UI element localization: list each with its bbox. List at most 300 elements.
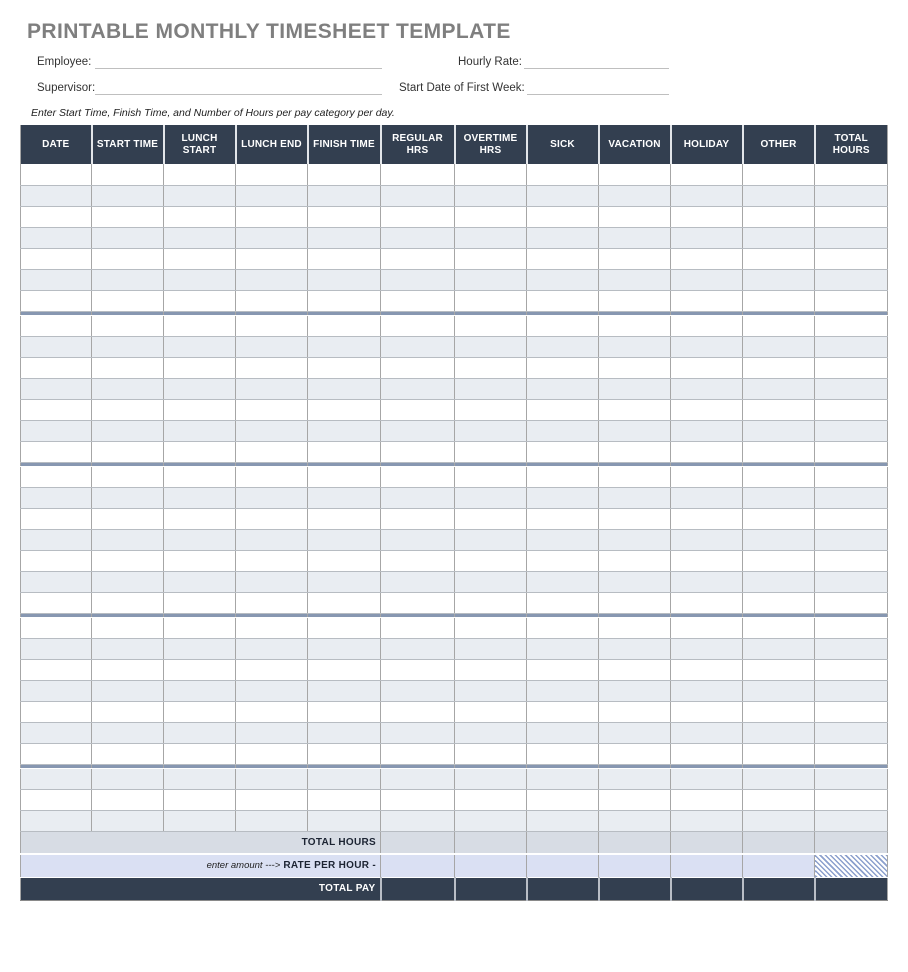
timesheet-cell[interactable]	[92, 357, 164, 378]
timesheet-cell[interactable]	[815, 571, 888, 592]
rate-cell[interactable]	[527, 854, 599, 877]
timesheet-cell[interactable]	[92, 680, 164, 701]
timesheet-cell[interactable]	[308, 185, 381, 206]
timesheet-cell[interactable]	[455, 487, 527, 508]
timesheet-cell[interactable]	[815, 248, 888, 269]
timesheet-cell[interactable]	[455, 592, 527, 613]
timesheet-cell[interactable]	[527, 399, 599, 420]
timesheet-cell[interactable]	[743, 508, 815, 529]
timesheet-cell[interactable]	[743, 529, 815, 550]
timesheet-cell[interactable]	[308, 768, 381, 789]
total-hours-cell[interactable]	[527, 831, 599, 854]
timesheet-cell[interactable]	[527, 571, 599, 592]
timesheet-cell[interactable]	[527, 722, 599, 743]
timesheet-cell[interactable]	[164, 164, 236, 185]
timesheet-cell[interactable]	[92, 768, 164, 789]
timesheet-cell[interactable]	[527, 789, 599, 810]
timesheet-cell[interactable]	[455, 466, 527, 487]
timesheet-cell[interactable]	[164, 269, 236, 290]
timesheet-cell[interactable]	[381, 378, 455, 399]
timesheet-cell[interactable]	[527, 701, 599, 722]
timesheet-cell[interactable]	[671, 315, 743, 336]
timesheet-cell[interactable]	[599, 336, 671, 357]
timesheet-cell[interactable]	[236, 315, 308, 336]
timesheet-cell[interactable]	[527, 638, 599, 659]
timesheet-cell[interactable]	[92, 638, 164, 659]
timesheet-cell[interactable]	[599, 638, 671, 659]
timesheet-cell[interactable]	[381, 290, 455, 311]
timesheet-cell[interactable]	[527, 508, 599, 529]
timesheet-cell[interactable]	[164, 206, 236, 227]
timesheet-cell[interactable]	[236, 659, 308, 680]
timesheet-cell[interactable]	[236, 638, 308, 659]
timesheet-cell[interactable]	[599, 420, 671, 441]
timesheet-cell[interactable]	[92, 722, 164, 743]
timesheet-cell[interactable]	[308, 659, 381, 680]
timesheet-cell[interactable]	[236, 592, 308, 613]
timesheet-cell[interactable]	[743, 550, 815, 571]
timesheet-cell[interactable]	[92, 701, 164, 722]
timesheet-cell[interactable]	[236, 206, 308, 227]
timesheet-cell[interactable]	[743, 290, 815, 311]
timesheet-cell[interactable]	[527, 185, 599, 206]
timesheet-cell[interactable]	[815, 315, 888, 336]
timesheet-cell[interactable]	[236, 466, 308, 487]
timesheet-cell[interactable]	[381, 701, 455, 722]
timesheet-cell[interactable]	[21, 164, 92, 185]
timesheet-cell[interactable]	[164, 466, 236, 487]
timesheet-cell[interactable]	[381, 508, 455, 529]
timesheet-cell[interactable]	[164, 617, 236, 638]
timesheet-cell[interactable]	[743, 680, 815, 701]
timesheet-cell[interactable]	[308, 617, 381, 638]
timesheet-cell[interactable]	[815, 743, 888, 764]
timesheet-cell[interactable]	[455, 441, 527, 462]
rate-cell[interactable]	[381, 854, 455, 877]
timesheet-cell[interactable]	[381, 592, 455, 613]
timesheet-cell[interactable]	[743, 248, 815, 269]
timesheet-cell[interactable]	[21, 378, 92, 399]
timesheet-cell[interactable]	[743, 441, 815, 462]
timesheet-cell[interactable]	[308, 357, 381, 378]
timesheet-cell[interactable]	[381, 441, 455, 462]
timesheet-cell[interactable]	[308, 290, 381, 311]
timesheet-cell[interactable]	[308, 743, 381, 764]
timesheet-cell[interactable]	[599, 466, 671, 487]
timesheet-cell[interactable]	[599, 571, 671, 592]
timesheet-cell[interactable]	[599, 185, 671, 206]
rate-cell[interactable]	[743, 854, 815, 877]
timesheet-cell[interactable]	[381, 810, 455, 831]
timesheet-cell[interactable]	[164, 659, 236, 680]
timesheet-cell[interactable]	[236, 164, 308, 185]
timesheet-cell[interactable]	[815, 441, 888, 462]
timesheet-cell[interactable]	[236, 378, 308, 399]
timesheet-cell[interactable]	[455, 789, 527, 810]
timesheet-cell[interactable]	[21, 810, 92, 831]
timesheet-cell[interactable]	[599, 529, 671, 550]
timesheet-cell[interactable]	[815, 290, 888, 311]
timesheet-cell[interactable]	[236, 420, 308, 441]
timesheet-cell[interactable]	[527, 315, 599, 336]
timesheet-cell[interactable]	[92, 550, 164, 571]
timesheet-cell[interactable]	[92, 227, 164, 248]
timesheet-cell[interactable]	[815, 508, 888, 529]
timesheet-cell[interactable]	[455, 638, 527, 659]
timesheet-cell[interactable]	[671, 529, 743, 550]
timesheet-cell[interactable]	[671, 680, 743, 701]
employee-field[interactable]	[95, 56, 382, 69]
timesheet-cell[interactable]	[164, 722, 236, 743]
timesheet-cell[interactable]	[455, 659, 527, 680]
timesheet-cell[interactable]	[164, 357, 236, 378]
timesheet-cell[interactable]	[743, 789, 815, 810]
timesheet-cell[interactable]	[92, 810, 164, 831]
timesheet-cell[interactable]	[164, 810, 236, 831]
timesheet-cell[interactable]	[92, 508, 164, 529]
timesheet-cell[interactable]	[599, 680, 671, 701]
timesheet-cell[interactable]	[21, 399, 92, 420]
timesheet-cell[interactable]	[815, 659, 888, 680]
timesheet-cell[interactable]	[164, 743, 236, 764]
timesheet-cell[interactable]	[455, 185, 527, 206]
timesheet-cell[interactable]	[92, 248, 164, 269]
timesheet-cell[interactable]	[527, 290, 599, 311]
rate-cell[interactable]	[455, 854, 527, 877]
timesheet-cell[interactable]	[236, 290, 308, 311]
timesheet-cell[interactable]	[527, 378, 599, 399]
timesheet-cell[interactable]	[671, 378, 743, 399]
timesheet-cell[interactable]	[455, 550, 527, 571]
timesheet-cell[interactable]	[92, 315, 164, 336]
timesheet-cell[interactable]	[671, 768, 743, 789]
timesheet-cell[interactable]	[236, 529, 308, 550]
timesheet-cell[interactable]	[527, 248, 599, 269]
timesheet-cell[interactable]	[308, 399, 381, 420]
timesheet-cell[interactable]	[308, 810, 381, 831]
timesheet-cell[interactable]	[671, 592, 743, 613]
timesheet-cell[interactable]	[92, 378, 164, 399]
timesheet-cell[interactable]	[527, 592, 599, 613]
timesheet-cell[interactable]	[527, 269, 599, 290]
timesheet-cell[interactable]	[455, 571, 527, 592]
timesheet-cell[interactable]	[743, 269, 815, 290]
timesheet-cell[interactable]	[599, 227, 671, 248]
timesheet-cell[interactable]	[92, 399, 164, 420]
timesheet-cell[interactable]	[236, 399, 308, 420]
timesheet-cell[interactable]	[743, 659, 815, 680]
timesheet-cell[interactable]	[308, 248, 381, 269]
timesheet-cell[interactable]	[308, 466, 381, 487]
timesheet-cell[interactable]	[671, 248, 743, 269]
start-date-field[interactable]	[527, 82, 669, 95]
timesheet-cell[interactable]	[308, 336, 381, 357]
timesheet-cell[interactable]	[381, 164, 455, 185]
timesheet-cell[interactable]	[92, 487, 164, 508]
timesheet-cell[interactable]	[381, 789, 455, 810]
timesheet-cell[interactable]	[308, 789, 381, 810]
total-hours-cell[interactable]	[381, 831, 455, 854]
timesheet-cell[interactable]	[164, 680, 236, 701]
timesheet-cell[interactable]	[815, 269, 888, 290]
timesheet-cell[interactable]	[164, 399, 236, 420]
timesheet-cell[interactable]	[308, 701, 381, 722]
timesheet-cell[interactable]	[164, 529, 236, 550]
hourly-rate-field[interactable]	[524, 56, 669, 69]
timesheet-cell[interactable]	[743, 185, 815, 206]
timesheet-cell[interactable]	[743, 315, 815, 336]
timesheet-cell[interactable]	[743, 466, 815, 487]
timesheet-cell[interactable]	[815, 357, 888, 378]
timesheet-cell[interactable]	[92, 617, 164, 638]
timesheet-cell[interactable]	[815, 550, 888, 571]
timesheet-cell[interactable]	[743, 810, 815, 831]
timesheet-cell[interactable]	[671, 638, 743, 659]
timesheet-cell[interactable]	[599, 659, 671, 680]
timesheet-cell[interactable]	[599, 248, 671, 269]
timesheet-cell[interactable]	[671, 290, 743, 311]
timesheet-cell[interactable]	[21, 227, 92, 248]
timesheet-cell[interactable]	[21, 722, 92, 743]
timesheet-cell[interactable]	[381, 420, 455, 441]
timesheet-cell[interactable]	[21, 701, 92, 722]
timesheet-cell[interactable]	[164, 336, 236, 357]
total-hours-cell[interactable]	[455, 831, 527, 854]
timesheet-cell[interactable]	[815, 336, 888, 357]
timesheet-cell[interactable]	[455, 420, 527, 441]
timesheet-cell[interactable]	[599, 617, 671, 638]
timesheet-cell[interactable]	[21, 592, 92, 613]
timesheet-cell[interactable]	[671, 441, 743, 462]
timesheet-cell[interactable]	[381, 269, 455, 290]
timesheet-cell[interactable]	[815, 399, 888, 420]
timesheet-cell[interactable]	[92, 185, 164, 206]
timesheet-cell[interactable]	[671, 701, 743, 722]
timesheet-cell[interactable]	[236, 185, 308, 206]
timesheet-cell[interactable]	[455, 227, 527, 248]
timesheet-cell[interactable]	[164, 378, 236, 399]
timesheet-cell[interactable]	[815, 768, 888, 789]
timesheet-cell[interactable]	[455, 508, 527, 529]
timesheet-cell[interactable]	[743, 164, 815, 185]
total-hours-cell[interactable]	[599, 831, 671, 854]
timesheet-cell[interactable]	[92, 336, 164, 357]
timesheet-cell[interactable]	[599, 810, 671, 831]
timesheet-cell[interactable]	[381, 206, 455, 227]
timesheet-cell[interactable]	[671, 269, 743, 290]
total-hours-cell[interactable]	[671, 831, 743, 854]
timesheet-cell[interactable]	[164, 420, 236, 441]
timesheet-cell[interactable]	[743, 420, 815, 441]
timesheet-cell[interactable]	[599, 269, 671, 290]
timesheet-cell[interactable]	[599, 722, 671, 743]
timesheet-cell[interactable]	[743, 592, 815, 613]
timesheet-cell[interactable]	[381, 466, 455, 487]
timesheet-cell[interactable]	[527, 768, 599, 789]
timesheet-cell[interactable]	[164, 592, 236, 613]
timesheet-cell[interactable]	[815, 789, 888, 810]
timesheet-cell[interactable]	[455, 378, 527, 399]
timesheet-cell[interactable]	[527, 227, 599, 248]
timesheet-cell[interactable]	[236, 571, 308, 592]
timesheet-cell[interactable]	[671, 508, 743, 529]
timesheet-cell[interactable]	[527, 810, 599, 831]
timesheet-cell[interactable]	[21, 441, 92, 462]
timesheet-cell[interactable]	[236, 227, 308, 248]
timesheet-cell[interactable]	[236, 269, 308, 290]
timesheet-cell[interactable]	[671, 399, 743, 420]
timesheet-cell[interactable]	[815, 487, 888, 508]
timesheet-cell[interactable]	[308, 529, 381, 550]
timesheet-cell[interactable]	[599, 743, 671, 764]
timesheet-cell[interactable]	[308, 550, 381, 571]
total-hours-cell[interactable]	[743, 831, 815, 854]
timesheet-cell[interactable]	[164, 441, 236, 462]
timesheet-cell[interactable]	[671, 810, 743, 831]
timesheet-cell[interactable]	[671, 185, 743, 206]
timesheet-cell[interactable]	[308, 508, 381, 529]
timesheet-cell[interactable]	[381, 638, 455, 659]
timesheet-cell[interactable]	[671, 227, 743, 248]
timesheet-cell[interactable]	[236, 336, 308, 357]
timesheet-cell[interactable]	[527, 487, 599, 508]
timesheet-cell[interactable]	[164, 701, 236, 722]
timesheet-cell[interactable]	[671, 659, 743, 680]
timesheet-cell[interactable]	[381, 487, 455, 508]
timesheet-cell[interactable]	[455, 768, 527, 789]
timesheet-cell[interactable]	[381, 659, 455, 680]
timesheet-cell[interactable]	[92, 420, 164, 441]
timesheet-cell[interactable]	[21, 571, 92, 592]
timesheet-cell[interactable]	[455, 164, 527, 185]
timesheet-cell[interactable]	[527, 336, 599, 357]
timesheet-cell[interactable]	[671, 550, 743, 571]
timesheet-cell[interactable]	[21, 315, 92, 336]
timesheet-cell[interactable]	[92, 571, 164, 592]
timesheet-cell[interactable]	[21, 743, 92, 764]
timesheet-cell[interactable]	[455, 529, 527, 550]
timesheet-cell[interactable]	[599, 592, 671, 613]
timesheet-cell[interactable]	[236, 722, 308, 743]
timesheet-cell[interactable]	[164, 571, 236, 592]
timesheet-cell[interactable]	[455, 722, 527, 743]
timesheet-cell[interactable]	[236, 487, 308, 508]
timesheet-cell[interactable]	[743, 617, 815, 638]
timesheet-cell[interactable]	[527, 529, 599, 550]
timesheet-cell[interactable]	[381, 680, 455, 701]
timesheet-cell[interactable]	[308, 487, 381, 508]
timesheet-cell[interactable]	[743, 722, 815, 743]
timesheet-cell[interactable]	[455, 680, 527, 701]
timesheet-cell[interactable]	[743, 336, 815, 357]
timesheet-cell[interactable]	[381, 227, 455, 248]
timesheet-cell[interactable]	[743, 571, 815, 592]
timesheet-cell[interactable]	[381, 357, 455, 378]
timesheet-cell[interactable]	[599, 315, 671, 336]
timesheet-cell[interactable]	[164, 227, 236, 248]
timesheet-cell[interactable]	[527, 420, 599, 441]
timesheet-cell[interactable]	[815, 592, 888, 613]
timesheet-cell[interactable]	[815, 466, 888, 487]
timesheet-cell[interactable]	[815, 810, 888, 831]
timesheet-cell[interactable]	[599, 164, 671, 185]
timesheet-cell[interactable]	[236, 810, 308, 831]
timesheet-cell[interactable]	[21, 789, 92, 810]
timesheet-cell[interactable]	[21, 659, 92, 680]
timesheet-cell[interactable]	[599, 508, 671, 529]
timesheet-cell[interactable]	[455, 810, 527, 831]
timesheet-cell[interactable]	[527, 441, 599, 462]
timesheet-cell[interactable]	[599, 290, 671, 311]
timesheet-cell[interactable]	[527, 206, 599, 227]
timesheet-cell[interactable]	[308, 722, 381, 743]
timesheet-cell[interactable]	[236, 701, 308, 722]
timesheet-cell[interactable]	[164, 487, 236, 508]
timesheet-cell[interactable]	[236, 550, 308, 571]
timesheet-cell[interactable]	[164, 550, 236, 571]
timesheet-cell[interactable]	[455, 315, 527, 336]
timesheet-cell[interactable]	[308, 227, 381, 248]
timesheet-cell[interactable]	[381, 399, 455, 420]
timesheet-cell[interactable]	[599, 768, 671, 789]
timesheet-cell[interactable]	[308, 638, 381, 659]
timesheet-cell[interactable]	[308, 441, 381, 462]
timesheet-cell[interactable]	[308, 680, 381, 701]
total-hours-grand-cell[interactable]	[815, 831, 888, 854]
timesheet-cell[interactable]	[236, 508, 308, 529]
timesheet-cell[interactable]	[164, 185, 236, 206]
timesheet-cell[interactable]	[671, 743, 743, 764]
timesheet-cell[interactable]	[164, 508, 236, 529]
timesheet-cell[interactable]	[21, 357, 92, 378]
timesheet-cell[interactable]	[743, 378, 815, 399]
timesheet-cell[interactable]	[21, 508, 92, 529]
timesheet-cell[interactable]	[381, 315, 455, 336]
supervisor-field[interactable]	[95, 82, 382, 95]
timesheet-cell[interactable]	[21, 529, 92, 550]
timesheet-cell[interactable]	[308, 164, 381, 185]
timesheet-cell[interactable]	[381, 336, 455, 357]
timesheet-cell[interactable]	[527, 466, 599, 487]
timesheet-cell[interactable]	[381, 571, 455, 592]
timesheet-cell[interactable]	[815, 701, 888, 722]
timesheet-cell[interactable]	[815, 638, 888, 659]
timesheet-cell[interactable]	[92, 269, 164, 290]
timesheet-cell[interactable]	[381, 743, 455, 764]
timesheet-cell[interactable]	[671, 357, 743, 378]
timesheet-cell[interactable]	[92, 743, 164, 764]
timesheet-cell[interactable]	[308, 592, 381, 613]
timesheet-cell[interactable]	[815, 420, 888, 441]
timesheet-cell[interactable]	[671, 487, 743, 508]
timesheet-cell[interactable]	[743, 768, 815, 789]
timesheet-cell[interactable]	[21, 550, 92, 571]
rate-cell[interactable]	[671, 854, 743, 877]
timesheet-cell[interactable]	[236, 680, 308, 701]
timesheet-cell[interactable]	[599, 550, 671, 571]
timesheet-cell[interactable]	[308, 269, 381, 290]
timesheet-cell[interactable]	[92, 466, 164, 487]
timesheet-cell[interactable]	[455, 399, 527, 420]
timesheet-cell[interactable]	[455, 336, 527, 357]
timesheet-cell[interactable]	[455, 743, 527, 764]
timesheet-cell[interactable]	[599, 441, 671, 462]
timesheet-cell[interactable]	[236, 357, 308, 378]
timesheet-cell[interactable]	[743, 357, 815, 378]
timesheet-cell[interactable]	[236, 789, 308, 810]
timesheet-cell[interactable]	[92, 659, 164, 680]
timesheet-cell[interactable]	[92, 441, 164, 462]
